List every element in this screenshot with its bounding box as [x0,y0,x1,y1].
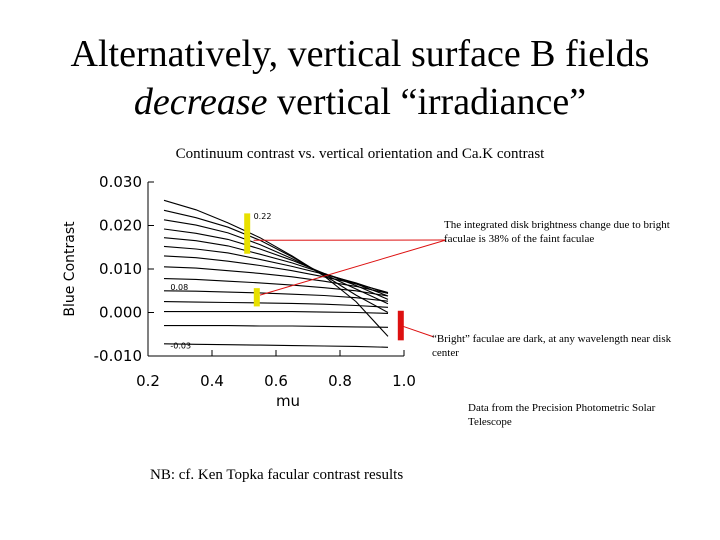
x-tick-label: 0.2 [136,372,160,390]
annotation-bright-faculae: “Bright” faculae are dark, at any wavelength near disk center [432,333,672,359]
curve-label: 0.08 [170,282,189,292]
y-tick-label: 0.000 [99,303,142,322]
curve-label: -0.03 [170,341,192,351]
curve-label: 0.22 [253,211,272,221]
x-tick-label: 0.4 [200,372,224,390]
chart-subtitle: Continuum contrast vs. vertical orientation and Ca.K contrast [175,146,545,162]
y-axis-label: Blue Contrast [62,221,78,317]
x-tick-label: 1.0 [392,372,416,390]
y-tick-label: 0.030 [99,173,142,191]
series-line-13 [164,326,388,328]
y-tick-label: 0.010 [99,260,142,278]
annotation-integrated: The integrated disk brightness change due to bright faculae is 38% of the faint faculae [444,219,670,245]
y-tick-label: -0.010 [93,347,142,365]
title-line-1: Alternatively, vertical surface B fields [70,33,650,75]
series-line-12 [164,312,388,314]
title-emphasis: decrease [133,81,268,123]
pointer-line [260,240,446,295]
title-line-2-rest: vertical “irradiance” [267,81,587,123]
y-tick-label: 0.020 [99,216,142,235]
annotation-data-source: Data from the Precision Photometric Solar Telescope [468,402,656,428]
nb-note: NB: cf. Ken Topka facular contrast results [150,467,404,483]
pointer-line [401,326,434,337]
x-tick-label: 0.8 [328,372,352,390]
series-line-8 [164,267,388,294]
series-line-11 [164,302,388,308]
series-line-14 [164,344,388,348]
x-axis-label: mu [275,392,301,410]
x-tick-label: 0.6 [264,372,288,390]
series-line-7 [164,256,388,293]
